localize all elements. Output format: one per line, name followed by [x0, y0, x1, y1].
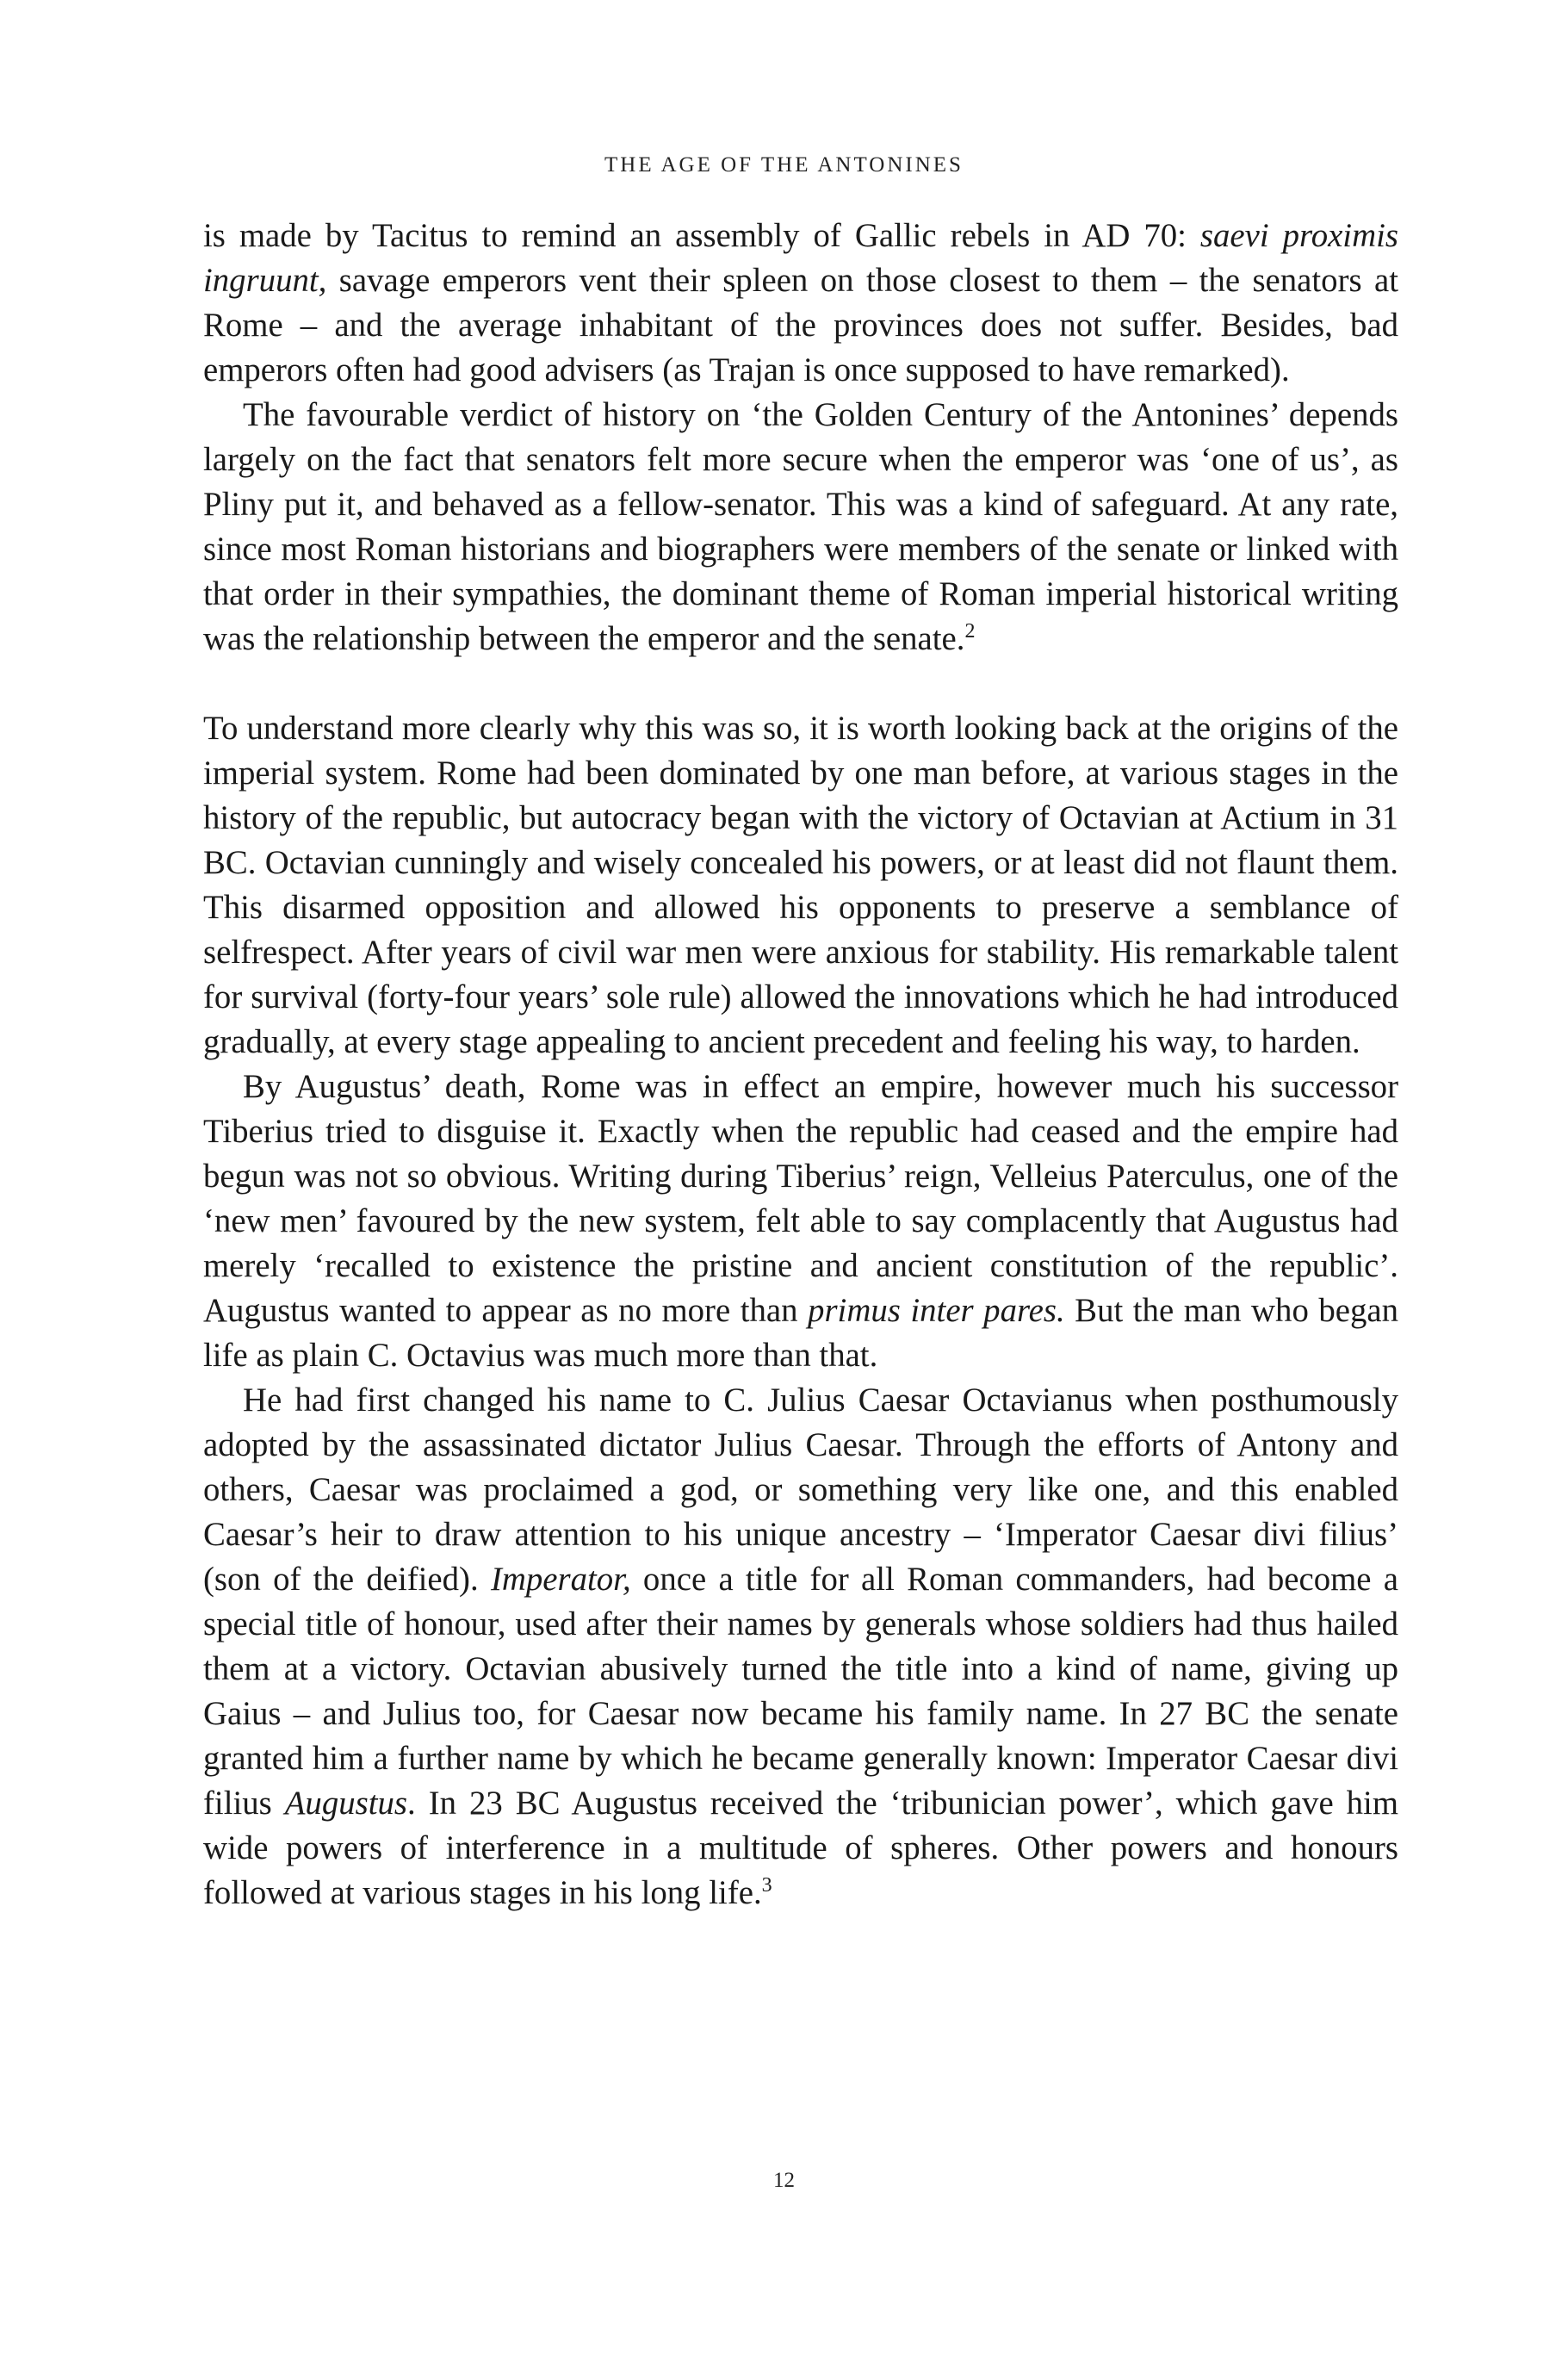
paragraph-3: To understand more clearly why this was so, it is worth looking back at the origins of the imperial system. Rome had been dominated by one man before, at various stages in the history of the republic, but autocracy began with the victory of Octavian at Actium in 31 BC. Octavian cunningly and wisely concealed his powers, or at least did not flaunt them. This disarmed opposition and allowed his opponents to preserve a semblance of selfrespect. After years of civil war men were anxious for stability. His remarkable talent for survival (forty-four years’ sole rule) allowed the innovations which he had introduced gradually, at every stage appealing to ancient precedent and feeling his way, to harden. — [203, 710, 1398, 1060]
latin-name: Augustus — [284, 1785, 408, 1822]
footnote-ref-2[interactable]: 2 — [964, 620, 976, 643]
footnote-ref-3[interactable]: 3 — [761, 1874, 772, 1897]
paragraph-1: is made by Tacitus to remind an assembly of Gallic rebels in AD 70: saevi proximis ingruunt, savage emperors vent their spleen on those closest to them – the senators at Rome – and the average inhabitant of the provinces does not suffer. Besides, bad emperors often had good advisers (as Trajan is once supposed to have remarked). — [203, 217, 1398, 388]
paragraph-5: He had first changed his name to C. Julius Caesar Octavianus when posthumously adopted by the assassinated dictator Julius Caesar. Through the efforts of Antony and others, Caesar was proclaimed a god, or something very like one, and this enabled Caesar’s heir to draw attention to his unique ancestry – ‘Imperator Caesar divi filius’ (son of the deified). Imperator, once a title for all Roman commanders, had become a special title of honour, used after their names by generals whose soldiers had thus hailed them at a victory. Octavian abusively turned the title into a kind of name, giving up Gaius – and Julius too, for Caesar now became his family name. In 27 BC the senate granted him a further name by which he became generally known: Imperator Caesar divi filius Augustus. In 23 BC Augustus received the ‘tribunician power’, which gave him wide powers of interference in a multitude of spheres. Other powers and honours followed at various stages in his long life.$^3$ — [203, 1382, 1399, 1911]
paragraph-4: By Augustus’ death, Rome was in effect an empire, however much his successor Tiberius tried to disguise it. Exactly when the republic had ceased and the empire had begun was not so obvious. Writing during Tiberius’ reign, Velleius Paterculus, one of the ‘new men’ favoured by the new system, felt able to say complacently that Augustus had merely ‘recalled to existence the pristine and ancient constitution of the republic’. Augustus wanted to appear as no more than primus inter pares. But the man who began life as plain C. Octavius was much more than that. — [203, 1068, 1399, 1374]
page-number: 12 — [773, 2169, 795, 2192]
running-head: THE AGE OF THE ANTONINES — [604, 153, 964, 177]
body-text — [203, 214, 1398, 1916]
latin-term: Imperator, — [490, 1561, 631, 1598]
paragraph-2: The favourable verdict of history on ‘the Golden Century of the Antonines’ depends largely on the fact that senators felt more secure when the emperor was ‘one of us’, as Pliny put it, and behaved as a fellow-senator. This was a kind of safeguard. At any rate, since most Roman historians and biographers were members of the senate or linked with that order in their sympathies, the dominant theme of Roman imperial historical writing was the relationship between the emperor and the senate.$^2$ — [203, 396, 1398, 657]
latin-phrase: saevi proximis ingruunt, — [203, 217, 1398, 299]
latin-phrase: primus inter pares. — [808, 1292, 1065, 1329]
